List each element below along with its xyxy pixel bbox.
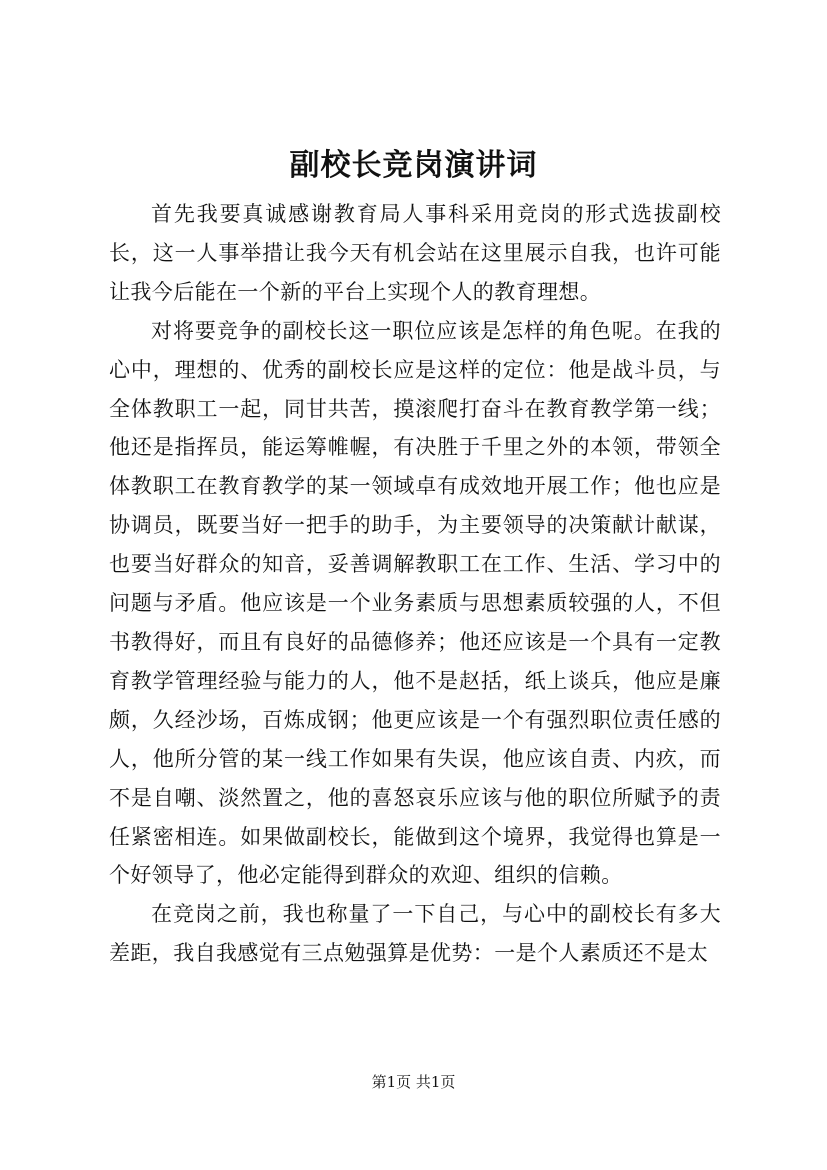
document-title: 副校长竞岗演讲词	[289, 148, 538, 183]
page-footer: 第1页 共1页	[371, 1073, 456, 1091]
paragraph-2: 对将要竞争的副校长这一职位应该是怎样的角色呢。在我的心中，理想的、优秀的副校长应是这样的定位：他是战斗员，与全体教职工一起，同甘共苦，摸滚爬打奋斗在教育教学第一线；他还是指挥员，能运筹帷幄，有决胜于千里之外的本领，带领全体教职工在教育教学的某一领域卓有成效地开展工作；他也应是协调员，既要当好一把手的助手，为主要领导的决策献计献谋，也要当好群众的知音，妥善调解教职工在工作、生活、学习中的问题与矛盾。他应该是一个业务素质与思想素质较强的人，不但书教得好，而且有良好的品德修养；他还应该是一个具有一定教育教学管理经验与能力的人，他不是赵括，纸上谈兵，他应是廉颇，久经沙场，百炼成钢；他更应该是一个有强烈职位责任感的人，他所分管的某一线工作如果有失误，他应该自责、内疚，而不是自嘲、淡然置之，他的喜怒哀乐应该与他的职位所赋予的责任紧密相连。如果做副校长，能做到这个境界，我觉得也算是一个好领导了，他必定能得到群众的欢迎、组织的信赖。	[109, 318, 721, 888]
paragraph-1: 首先我要真诚感谢教育局人事科采用竞岗的形式选拔副校长，这一人事举措让我今天有机会站在这里展示自我，也许可能让我今后能在一个新的平台上实现个人的教育理想。	[109, 202, 721, 304]
document-body	[109, 195, 721, 973]
paragraph-3: 在竞岗之前，我也称量了一下自己，与心中的副校长有多大差距，我自我感觉有三点勉强算是优势：一是个人素质还不是太	[109, 902, 721, 966]
